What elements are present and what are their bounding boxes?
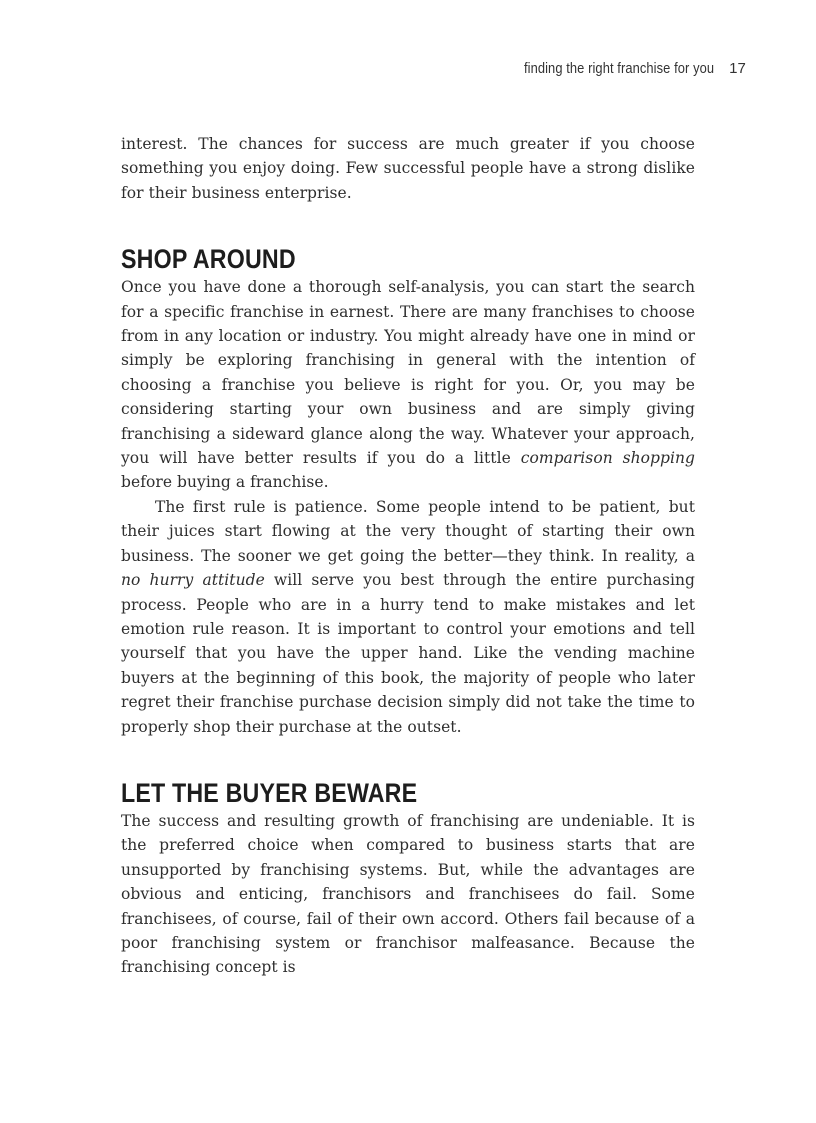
- page-body: [121, 132, 695, 980]
- text-run: The first rule is patience. Some people intend to be patient, but their juices start flowing at the very thought of starting their own business. The sooner we get going the better—they think. In reality, a: [121, 497, 695, 565]
- emphasis-no-hurry-attitude: no hurry attitude: [121, 571, 265, 590]
- paragraph-continued: interest. The chances for success are much greater if you choose something you enjoy doing. Few successful people have a strong dislike for their business enterprise.: [121, 135, 695, 202]
- section-heading-let-the-buyer-beware: LET THE BUYER BEWARE: [121, 777, 418, 808]
- page-number: 17: [729, 60, 746, 77]
- paragraph-buyer-beware-1: The success and resulting growth of franchising are undeniable. It is the preferred choice when compared to business starts that are unsupported by franchising systems. But, while the advantages are obvious and enticing, franchisors and franchisees do fail. Some franchisees, of course, fail of their own accord. Others fail because of a poor franchising system or franchisor malfeasance. Because the franchising concept is: [121, 811, 695, 977]
- running-head: [493, 60, 746, 77]
- running-head-title: finding the right franchise for you: [523, 60, 714, 77]
- section-heading-shop-around: SHOP AROUND: [121, 244, 296, 275]
- text-run: Once you have done a thorough self-analysis, you can start the search for a specific franchise in earnest. There are many franchises to choose from in any location or industry. You might already have one in mind or simply be exploring franchising in general with the intention of choosing a franchise you believe is right for you. Or, you may be considering starting your own business and are simply giving franchising a sideward glance along the way. Whatever your approach, you will have better results if you do a little: [121, 278, 695, 468]
- paragraph-shop-around-1: [121, 275, 695, 495]
- emphasis-comparison-shopping: comparison shopping: [520, 449, 695, 468]
- text-run: before buying a franchise.: [121, 473, 329, 492]
- text-run: will serve you best through the entire purchasing process. People who are in a hurry tend to make mistakes and let emotion rule reason. It is important to control your emotions and tell yourself that you have the upper hand. Like the vending machine buyers at the beginning of this book, the majority of people who later regret their franchise purchase decision simply did not take the time to properly shop their purchase at the outset.: [121, 571, 695, 736]
- paragraph-shop-around-2: [121, 495, 695, 739]
